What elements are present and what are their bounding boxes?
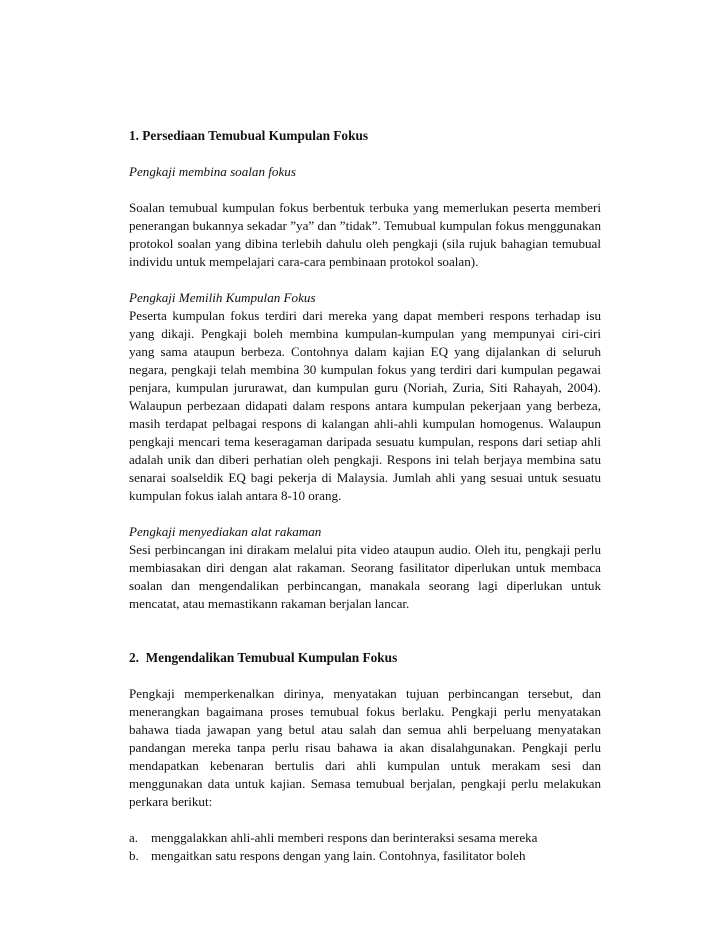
section-1-heading: 1. Persediaan Temubual Kumpulan Fokus [129,128,369,143]
spacer [129,145,601,163]
list-marker: a. [129,830,139,845]
list-marker: b. [129,848,139,863]
spacer [129,505,601,523]
spacer [129,181,601,199]
list-item-text: mengaitkan satu respons dengan yang lain. Contohnya, fasilitator boleh [151,848,526,863]
paragraph-group-members: Peserta kumpulan fokus terdiri dari mereka yang dapat memberi respons terhadap isu yang dikaji. Pengkaji boleh membina kumpulan-kumpulan yang mempunyai ciri-ciri yang sama ataupun berbeza. Contohnya dalam kajian EQ yang dijalankan di seluruh negara, pengkaji telah membina 30 kumpulan fokus yang terdiri dari kumpulan pegawai penjara, kumpulan jururawat, dan kumpulan guru (Noriah, Zuria, Siti Rahayah, 2004). Walaupun perbezaan didapati dalam respons antara kumpulan pekerjaan yang berbeza, masih terdapat pelbagai respons di kalangan ahli-ahli kumpulan homogenus. Walaupun pengkaji mencari tema keseragaman daripada sesuatu kumpulan, respons dari setiap ahli adalah unik dan diberi perhatian oleh pengkaji. Respons ini telah berjaya membina satu senarai soalseldik EQ bagi pekerja di Malaysia. Jumlah ahli yang sesuai untuk sesuatu kumpulan fokus ialah antara 8-10 orang. [129,308,601,503]
paragraph-conducting: Pengkaji memperkenalkan dirinya, menyatakan tujuan perbincangan tersebut, dan menerangkan bagaimana proses temubual fokus berlaku. Pengkaji perlu menyatakan bahawa tiada jawapan yang betul atau salah dan semua ahli berpeluang menyatakan pandangan mereka tanpa perlu risau bahawa ia akan disalahgunakan. Pengkaji perlu mendapatkan kebenaran bertulis dari ahli kumpulan untuk merakam sesi dan menggunakan data untuk kajian. Semasa temubual berjalan, pengkaji perlu melakukan perkara berikut: [129,686,601,809]
spacer [129,811,601,829]
subheading-build-questions: Pengkaji membina soalan fokus [129,164,296,179]
paragraph-focus-questions: Soalan temubual kumpulan fokus berbentuk terbuka yang memerlukan peserta memberi penerangan bukannya sekadar ”ya” dan ”tidak”. Temubual kumpulan fokus menggunakan protokol soalan yang dibina terlebih dahulu oleh pengkaji (sila rujuk bahagian temubual individu untuk mempelajari cara-cara pembinaan protokol soalan). [129,200,601,269]
subheading-recording-tools: Pengkaji menyediakan alat rakaman [129,524,322,539]
paragraph-recording: Sesi perbincangan ini dirakam melalui pita video ataupun audio. Oleh itu, pengkaji perlu membiasakan diri dengan alat rakaman. Seorang fasilitator diperlukan untuk membaca soalan dan mengendalikan perbincangan, manakala seorang lagi diperlukan untuk mencatat, atau memastikann rakaman berjalan lancar. [129,542,601,611]
list-item [129,829,601,847]
spacer [129,667,601,685]
spacer [129,271,601,289]
document-page [129,127,601,865]
spacer [129,613,601,649]
section-2-heading: 2. Mengendalikan Temubual Kumpulan Fokus [129,650,398,665]
list-item [129,847,601,865]
subheading-select-groups: Pengkaji Memilih Kumpulan Fokus [129,290,316,305]
list-item-text: menggalakkan ahli-ahli memberi respons dan berinteraksi sesama mereka [151,830,538,845]
